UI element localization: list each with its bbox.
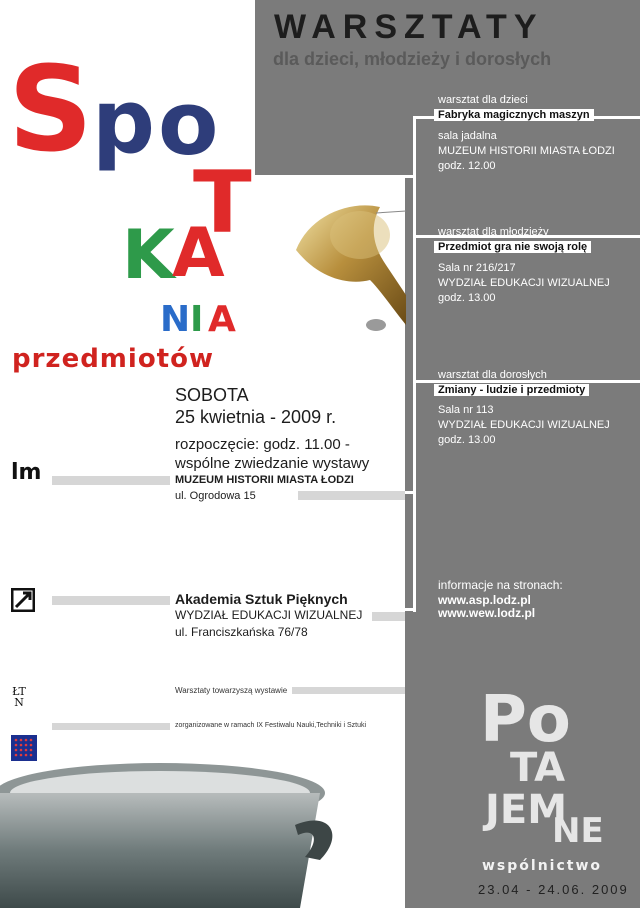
event-start-line1: rozpoczęcie: godz. 11.00 - (175, 436, 350, 453)
workshop-2-room: Sala nr 216/217 (438, 262, 516, 274)
footer-organized: zorganizowane w ramach IX Festiwalu Nauki,Techniki i Sztuki (175, 722, 367, 729)
workshop-2-place: WYDZIAŁ EDUKACJI WIZUALNEJ (438, 277, 610, 289)
workshop-2-audience: warsztat dla młodzieży (438, 226, 549, 238)
trumpet-image (290, 195, 406, 345)
venue2-bar-left (52, 596, 170, 605)
venue1-line (405, 491, 415, 494)
spotkania-subtitle: przedmiotów (12, 344, 214, 374)
venue1-bar-right (298, 491, 405, 500)
connector-stub (405, 175, 413, 178)
potajemne-dates: 23.04 - 24.06. 2009 (478, 882, 629, 897)
spotkania-letter-a: A (172, 214, 225, 293)
spotkania-letter-k: K (122, 216, 175, 295)
workshop-3-audience: warsztat dla dorosłych (438, 369, 547, 381)
venue1-name: MUZEUM HISTORII MIASTA ŁODZI (175, 474, 354, 486)
workshop-3-title: Zmiany - ludzie i przedmioty (434, 384, 589, 396)
workshop-1-time: godz. 12.00 (438, 160, 496, 172)
spotkania-letter-s: S (8, 40, 93, 178)
info-link-asp[interactable]: www.asp.lodz.pl (438, 593, 531, 607)
workshop-2-time: godz. 13.00 (438, 292, 496, 304)
header-subtitle: dla dzieci, młodzieży i dorosłych (273, 49, 552, 69)
asp-logo-icon (11, 588, 35, 612)
event-day: SOBOTA (175, 385, 249, 405)
event-start-line2: wspólne zwiedzanie wystawy (175, 455, 370, 472)
spotkania-letter-a2: A (208, 299, 236, 340)
footer-bar-2 (52, 723, 170, 730)
spotkania-letter-t: T (193, 153, 252, 253)
venue1-bar-left (52, 476, 170, 485)
venue1-address: ul. Ogrodowa 15 (175, 490, 256, 502)
spotkania-letter-o: o (158, 72, 219, 175)
event-date: 25 kwietnia - 2009 r. (175, 407, 337, 427)
workshop-1-title: Fabryka magicznych maszyn (434, 109, 594, 121)
workshop-2-title: Przedmiot gra nie swoją rolę (434, 241, 591, 253)
potajemne-ta: TA (510, 745, 566, 791)
header-title: WARSZTATY (274, 8, 544, 46)
potajemne-subtitle: wspólnictwo (482, 858, 603, 874)
spotkania-letter-i: I (190, 299, 204, 340)
spotkania-letter-p: p (92, 70, 155, 173)
footer-bar-1 (292, 687, 405, 694)
venue2-line (405, 608, 415, 611)
venue2-dept: WYDZIAŁ EDUKACJI WIZUALNEJ (175, 608, 363, 622)
info-label: informacje na stronach: (438, 578, 563, 592)
info-link-wew[interactable]: www.wew.lodz.pl (438, 606, 536, 620)
workshop-3-time: godz. 13.00 (438, 434, 496, 446)
footer-accompany: Warsztaty towarzyszą wystawie (175, 686, 288, 695)
bucket-image (0, 755, 400, 908)
workshop-1-room: sala jadalna (438, 130, 497, 142)
connector-vertical (413, 116, 416, 612)
workshop-3-room: Sala nr 113 (438, 404, 494, 416)
workshop-1-audience: warsztat dla dzieci (438, 94, 528, 106)
spotkania-letter-n: N (160, 299, 191, 340)
potajemne-po: Po (480, 683, 571, 757)
workshop-1-place: MUZEUM HISTORII MIASTA ŁODZI (438, 145, 615, 157)
venue2-address: ul. Franciszkańska 76/78 (175, 625, 308, 639)
venue2-bar-right (372, 612, 405, 621)
workshop-3-place: WYDZIAŁ EDUKACJI WIZUALNEJ (438, 419, 610, 431)
ltn-logo-icon: ŁTN (12, 685, 26, 709)
potajemne-jem: JEM (485, 787, 568, 833)
muzeum-logo-icon: lm (11, 460, 42, 485)
venue2-name: Akademia Sztuk Pięknych (175, 591, 348, 607)
potajemne-ne: NE (552, 811, 604, 851)
